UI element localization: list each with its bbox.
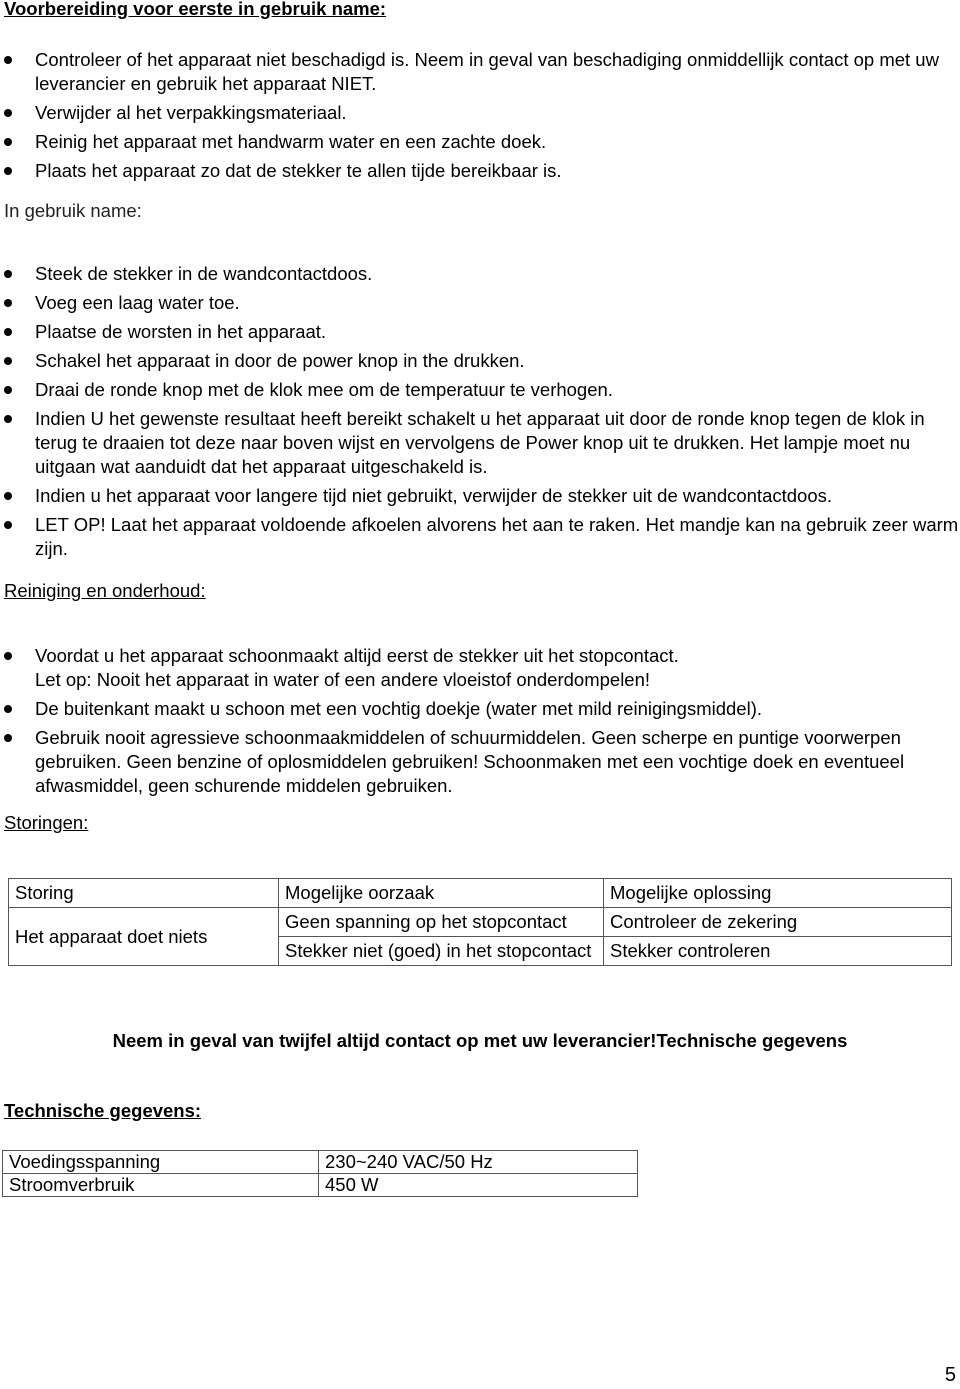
list-item: Indien U het gewenste resultaat heeft bereikt schakelt u het apparaat uit door de ronde knop tegen de klok in terug te draaien tot deze naar boven wijst en vervolgens de Power knop uit te drukken. Het lampje moet nu uitgaan wat aanduidt dat het apparaat uitgeschakeld is. xyxy=(0,407,960,479)
section-title-technical: Technische gegevens: xyxy=(4,1100,202,1121)
table-cell-label: Stroomverbruik xyxy=(3,1174,319,1197)
section-title-use: In gebruik name: xyxy=(4,200,142,221)
list-item xyxy=(0,644,960,692)
table-header-row xyxy=(9,879,952,908)
contact-notice: Neem in geval van twijfel altijd contact op met uw leverancier!Technische gegevens xyxy=(112,1030,848,1051)
list-item: Controleer of het apparaat niet beschadigd is. Neem in geval van beschadiging onmiddellijk contact op met uw leverancier en gebruik het apparaat NIET. xyxy=(0,48,960,96)
table-cell-value: 450 W xyxy=(319,1174,638,1197)
table-cell-cause: Stekker niet (goed) in het stopcontact xyxy=(279,937,604,966)
list-item xyxy=(0,726,960,798)
list-item-note: Let op: Nooit het apparaat in water of een andere vloeistof onderdompelen! xyxy=(35,669,651,690)
page-number: 5 xyxy=(944,1364,956,1386)
technical-table xyxy=(2,1150,638,1197)
section-title-preparation: Voorbereiding voor eerste in gebruik name: xyxy=(4,0,387,19)
list-item: Voeg een laag water toe. xyxy=(0,291,960,315)
list-item: Verwijder al het verpakkingsmateriaal. xyxy=(0,101,960,125)
table-header-cell: Mogelijke oorzaak xyxy=(279,879,604,908)
table-row xyxy=(3,1151,638,1174)
preparation-list xyxy=(0,48,960,188)
list-item: Steek de stekker in de wandcontactdoos. xyxy=(0,262,960,286)
list-item xyxy=(0,697,960,721)
list-item: Reinig het apparaat met handwarm water en een zachte doek. xyxy=(0,130,960,154)
section-title-cleaning: Reiniging en onderhoud: xyxy=(4,580,206,601)
table-cell-problem: Het apparaat doet niets xyxy=(9,908,279,966)
table-cell-solution: Controleer de zekering xyxy=(604,908,952,937)
use-list xyxy=(0,262,960,566)
table-row xyxy=(3,1174,638,1197)
list-item: Indien u het apparaat voor langere tijd niet gebruikt, verwijder de stekker uit de wandcontactdoos. xyxy=(0,484,960,508)
list-item: Plaats het apparaat zo dat de stekker te allen tijde bereikbaar is. xyxy=(0,159,960,183)
list-item: Plaatse de worsten in het apparaat. xyxy=(0,320,960,344)
list-item: LET OP! Laat het apparaat voldoende afkoelen alvorens het aan te raken. Het mandje kan na gebruik zeer warm zijn. xyxy=(0,513,960,561)
table-cell-solution: Stekker controleren xyxy=(604,937,952,966)
table-header-cell: Mogelijke oplossing xyxy=(604,879,952,908)
table-row xyxy=(9,908,952,937)
list-item: Schakel het apparaat in door de power knop in the drukken. xyxy=(0,349,960,373)
list-item: Draai de ronde knop met de klok mee om de temperatuur te verhogen. xyxy=(0,378,960,402)
section-title-faults: Storingen: xyxy=(4,812,89,833)
list-item-main: Voordat u het apparaat schoonmaakt altijd eerst de stekker uit het stopcontact. xyxy=(35,645,679,666)
table-header-cell: Storing xyxy=(9,879,279,908)
faults-table xyxy=(8,878,952,966)
table-cell-value: 230~240 VAC/50 Hz xyxy=(319,1151,638,1174)
table-cell-label: Voedingsspanning xyxy=(3,1151,319,1174)
list-item-main: Gebruik nooit agressieve schoonmaakmiddelen of schuurmiddelen. Geen scherpe en puntige voorwerpen gebruiken. Geen benzine of oplosmiddelen gebruiken! Schoonmaken met een vochtige doek en eventueel afwasmiddel, geen schurende middelen gebruiken. xyxy=(35,727,905,796)
list-item-main: De buitenkant maakt u schoon met een vochtig doekje (water met mild reinigingsmiddel). xyxy=(35,698,763,719)
table-cell-cause: Geen spanning op het stopcontact xyxy=(279,908,604,937)
cleaning-list xyxy=(0,644,960,803)
